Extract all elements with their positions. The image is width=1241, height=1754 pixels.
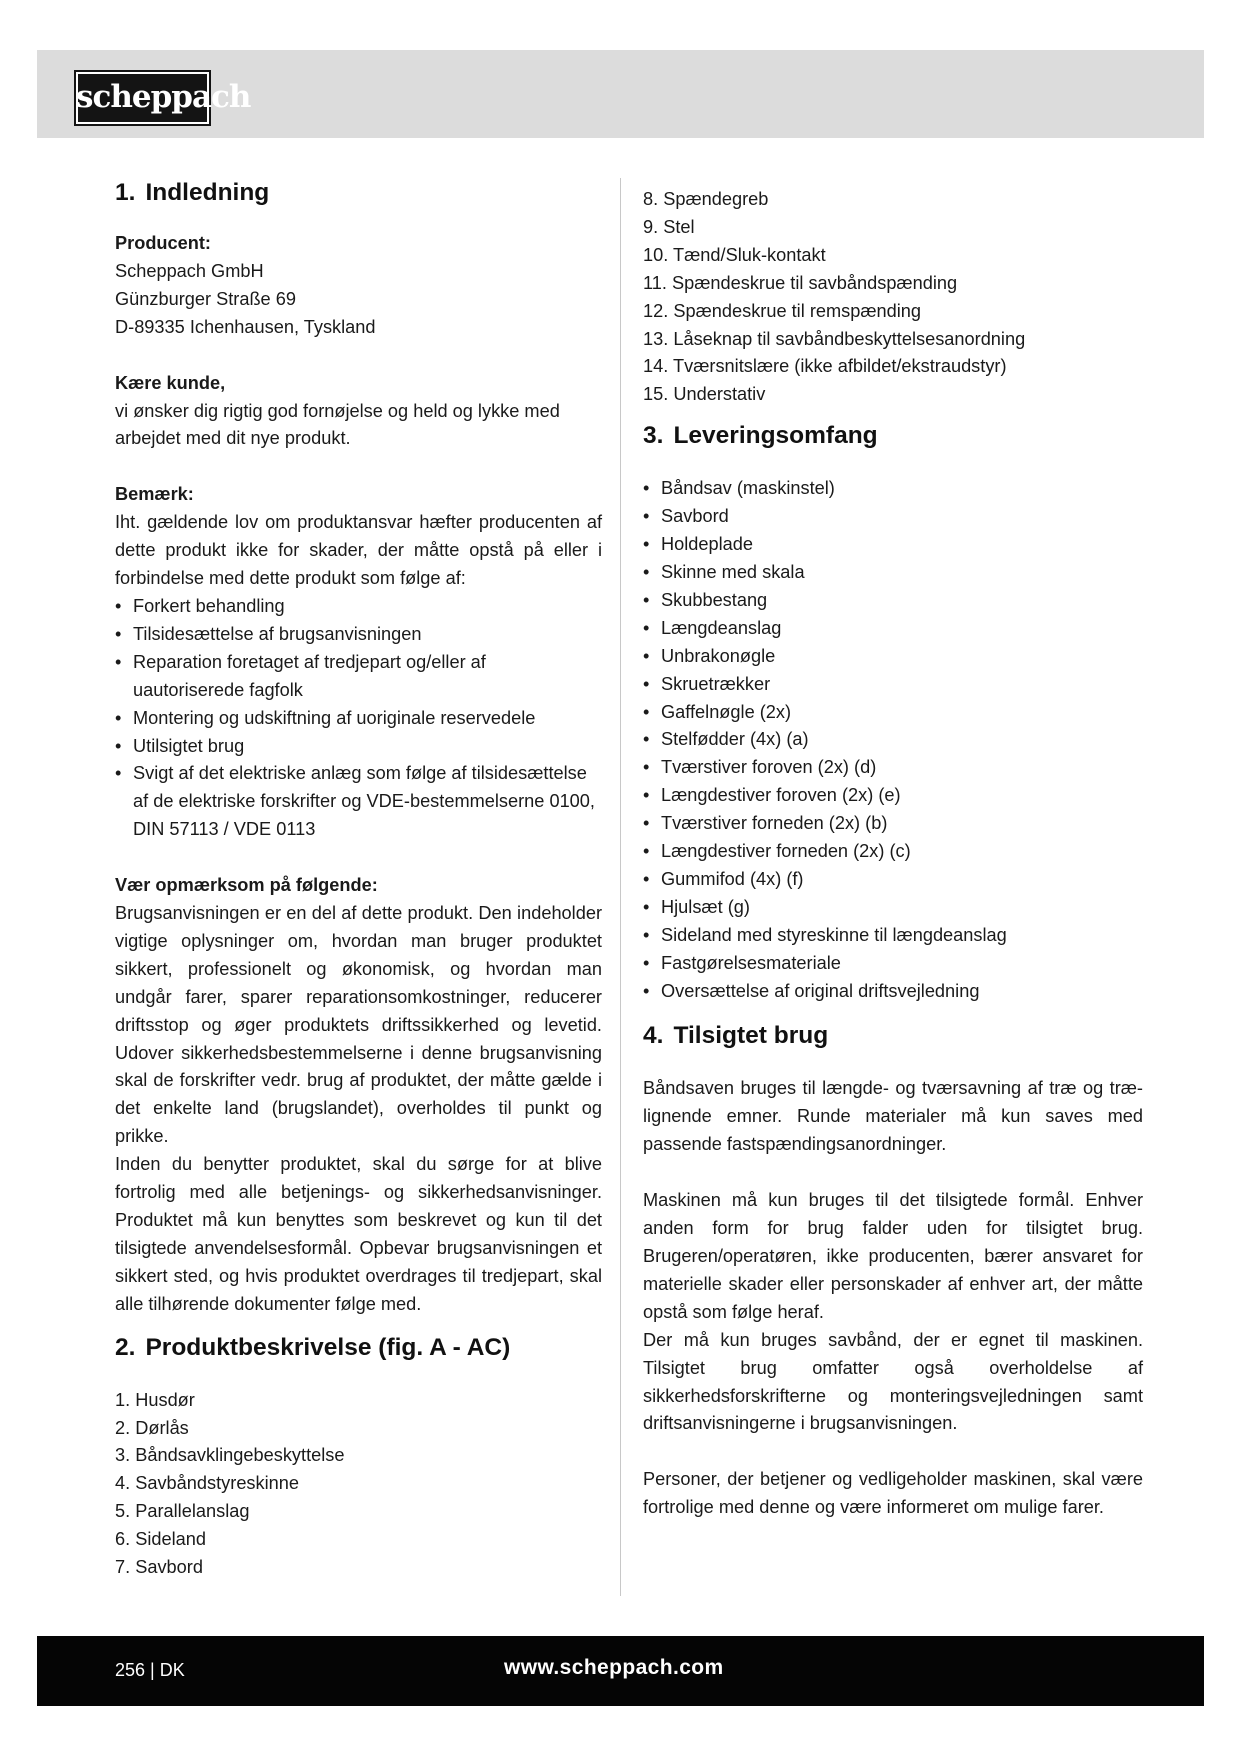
section-number: 4. — [643, 1022, 664, 1050]
section-number: 2. — [115, 1333, 136, 1361]
list-item: • Skruetrækker — [643, 671, 1143, 699]
list-item: 9. Stel — [643, 216, 695, 237]
list-item: 3. Båndsavklingebeskyttelse — [115, 1445, 345, 1466]
section-1-heading — [115, 178, 602, 208]
list-item: • Utilsigtet brug — [115, 733, 602, 761]
attention-text: Inden du benytter produktet, skal du sørge for at blive fortrolig med alle betjenings- og sikkerhedsanvisninger. Produktet må kun benyttes som beskrevet og kun til det tilsigtede anvendelsesformål. Opbevar brugsanvisningen et sikkert sted, og hvis produktet overdrages til tredjepart, skal alle tilhørende dokumenter følge med. — [115, 1154, 602, 1314]
page-header — [37, 50, 1204, 138]
scheppach-logo: scheppach — [74, 70, 211, 126]
list-item: • Savbord — [643, 503, 1143, 531]
attention-label: Vær opmærksom på følgende: — [115, 875, 378, 896]
section-title: Tilsigtet brug — [673, 1022, 829, 1050]
intended-use-paragraph: Maskinen må kun bruges til det tilsigtede formål. Enhver anden form for brug falder uden for tilsigtet brug. Brugeren/operatøren, ikke producenten, bærer ansvaret for materielle skader eller personskader af enhver art, der måtte opstå som følge heraf. — [643, 1190, 1143, 1322]
language-code: DK — [159, 1660, 185, 1680]
list-item: • Tilsidesættelse af brugsanvisningen — [115, 621, 602, 649]
list-item: 2. Dørlås — [115, 1417, 189, 1438]
list-item: • Gummifod (4x) (f) — [643, 866, 1143, 894]
website-link[interactable]: www.scheppach.com — [504, 1656, 724, 1679]
section-title: Indledning — [145, 179, 270, 206]
section-2-heading — [115, 1333, 602, 1363]
intended-use-paragraph: Personer, der betjener og vedligeholder maskinen, skal være fortrolige med denne og være informeret om mulige farer. — [643, 1469, 1143, 1518]
page-number — [115, 1660, 185, 1681]
list-item: • Skubbestang — [643, 587, 1143, 615]
dear-customer-label: Kære kunde, — [115, 372, 226, 393]
list-item: 6. Sideland — [115, 1529, 207, 1550]
intended-use-paragraph: Båndsaven bruges til længde- og tværsavning af træ og træ-lignende emner. Runde materialer må kun saves med passende fastspændingsanordninger. — [643, 1078, 1143, 1155]
list-item: • Længdeanslag — [643, 615, 1143, 643]
producer-line: Scheppach GmbH — [115, 260, 264, 281]
note-text: Iht. gældende lov om produktansvar hæfter producenten af dette produkt ikke for skader, der måtte opstå på eller i forbindelse med dette produkt som følge af: — [115, 512, 602, 589]
note-label: Bemærk: — [115, 484, 194, 505]
page-number-value: 256 — [115, 1660, 146, 1680]
list-item: 11. Spændeskrue til savbåndspænding — [643, 272, 958, 293]
page-footer — [37, 1636, 1204, 1706]
list-item: 12. Spændeskrue til remspænding — [643, 300, 922, 321]
column-divider — [620, 178, 621, 1596]
list-item: • Gaffelnøgle (2x) — [643, 699, 1143, 727]
list-item: 7. Savbord — [115, 1557, 203, 1578]
list-item: 4. Savbåndstyreskinne — [115, 1473, 300, 1494]
list-item: • Forkert behandling — [115, 593, 602, 621]
list-item: • Sideland med styreskinne til længdeanslag — [643, 922, 1143, 950]
right-column — [643, 178, 1143, 1522]
note-list — [115, 593, 602, 844]
list-item: • Fastgørelsesmateriale — [643, 950, 1143, 978]
section-3-heading — [643, 421, 1143, 451]
list-item: • Længdestiver foroven (2x) (e) — [643, 782, 1143, 810]
list-item: • Reparation foretaget af tredjepart og/eller af uautoriserede fagfolk — [115, 649, 602, 705]
attention-text: Brugsanvisningen er en del af dette produkt. Den indeholder vigtige oplysninger om, hvordan man bruger produktet sikkert, professionelt og økonomisk, og hvordan man undgår farer, sparer reparationsomkostninger, reducerer driftsstop og øger produktets driftssikkerhed og levetid. Udover sikkerhedsbestemmelserne i denne brugsanvisning skal de forskrifter vedr. brug af produktet, der måtte gælde i det enkelte land (brugslandet), overholdes til punkt og prikke. — [115, 903, 602, 1147]
list-item: 8. Spændegreb — [643, 189, 769, 209]
intended-use-paragraph: Der må kun bruges savbånd, der er egnet til maskinen. Tilsigtet brug omfatter også overholdelse af sikkerhedsforskrifterne og monteringsvejledningen samt driftsanvisningerne i brugsanvisningen. — [643, 1329, 1143, 1434]
list-item: • Hjulsæt (g) — [643, 894, 1143, 922]
left-column — [115, 178, 602, 1582]
list-item: • Skinne med skala — [643, 559, 1143, 587]
footer-separator: | — [150, 1660, 155, 1680]
list-item: • Holdeplade — [643, 531, 1143, 559]
list-item: • Længdestiver forneden (2x) (c) — [643, 838, 1143, 866]
list-item: • Montering og udskiftning af uoriginale reservedele — [115, 705, 602, 733]
list-item: 13. Låseknap til savbåndbeskyttelsesanordning — [643, 328, 1026, 349]
list-item: 10. Tænd/Sluk-kontakt — [643, 244, 826, 265]
list-item: 5. Parallelanslag — [115, 1501, 250, 1522]
list-item: • Oversættelse af original driftsvejledning — [643, 978, 1143, 1006]
section-title: Produktbeskrivelse (fig. A - AC) — [145, 1333, 511, 1361]
list-item: • Svigt af det elektriske anlæg som følge af tilsidesættelse af de elektriske forskrifter og VDE-bestemmelserne 0100, DIN 57113 / VDE 0113 — [115, 760, 602, 844]
section-number: 3. — [643, 422, 664, 450]
list-item: 1. Husdør — [115, 1389, 195, 1410]
producer-line: Günzburger Straße 69 — [115, 288, 296, 309]
list-item: • Båndsav (maskinstel) — [643, 475, 1143, 503]
list-item: • Tværstiver foroven (2x) (d) — [643, 754, 1143, 782]
list-item: • Unbrakonøgle — [643, 643, 1143, 671]
product-parts-list-continued — [643, 186, 1143, 409]
section-title: Leveringsomfang — [673, 422, 878, 450]
list-item: • Tværstiver forneden (2x) (b) — [643, 810, 1143, 838]
list-item: 15. Understativ — [643, 384, 766, 405]
delivery-scope-list — [643, 475, 1143, 1005]
section-number: 1. — [115, 179, 136, 206]
list-item: 14. Tværsnitslære (ikke afbildet/ekstraudstyr) — [643, 356, 1007, 377]
producer-line: D-89335 Ichenhausen, Tyskland — [115, 316, 376, 337]
section-4-heading — [643, 1021, 1143, 1051]
dear-customer-text: vi ønsker dig rigtig god fornøjelse og held og lykke med arbejdet med dit nye produkt. — [115, 400, 560, 449]
product-parts-list — [115, 1387, 602, 1582]
list-item: • Stelfødder (4x) (a) — [643, 726, 1143, 754]
producer-label: Producent: — [115, 233, 211, 253]
